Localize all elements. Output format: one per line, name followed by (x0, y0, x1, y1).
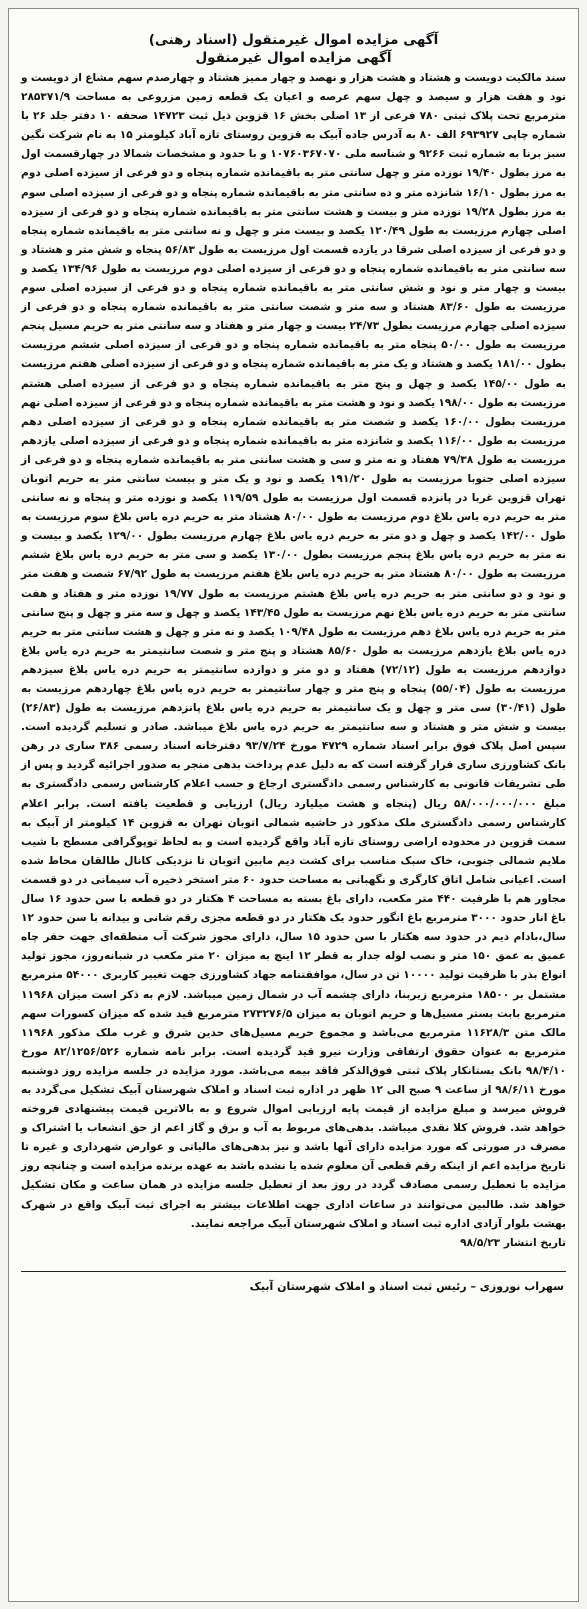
auction-notice (8, 8, 579, 1602)
divider (21, 1271, 566, 1272)
signature: سهراب نوروزی – رئیس ثبت اسناد و املاک شهرستان آبیک (249, 1279, 564, 1293)
publish-date: تاریخ انتشار ۹۸/۵/۲۳ (460, 1236, 566, 1249)
notice-title: آگهی مزایده اموال غیرمنقول (اسناد رهنی) (148, 32, 439, 48)
notice-subtitle: آگهی مزایده اموال غیرمنقول (195, 50, 392, 66)
notice-body: سند مالکیت دویست و هشتاد و هشت هزار و نهصد و چهار ممیز هشتاد و چهارصدم سهم مشاع از دویست و نود و هفت هزار و سیصد و چهل سهم عرصه و اعیان یک قطعه زمین مزروعی به مساحت ۲۸۵۳۷۱/۹ مترمربع تحت پلاک ثبتی ۷۸۰ فرعی از ۱۳ اصلی بخش ۱۶ قزوین ذیل ثبت ۱۴۷۲۳ صحفه ۱۰ دفتر جلد ۲۶ با شماره چاپی ۶۹۳۹۲۷ الف ۸۰ به آدرس جاده آبیک به قزوین روستای تازه آباد کیلومتر ۱۵ به نام شرکت نگین سبز برنا به شماره ثبت ۹۲۶۶ و شناسه ملی ۱۰۷۶۰۳۶۷۰۷۰ و با حدود و مشخصات شمالا در چهارقسمت اول به مرز بطول ۱۹/۴۰ نوزده متر و چهل سانتی متر به باقیمانده شماره پنجاه و دو فرعی از سیزده اصلی دوم به مرز بطول ۱۶/۱۰ شانزده متر و ده سانتی متر به باقیمانده شماره پنجاه و دو فرعی از سیزده اصلی سوم به مرز بطول ۱۹/۲۸ نوزده متر و بیست و هشت سانتی متر به باقیمانده شماره پنجاه و دو فرعی از سیزده اصلی چهارم مرزیست به طول ۱۲۰/۴۹ یکصد و بیست متر و چهل و نه سانتی متر به باقیمانده شماره پنجاه و دو فرعی از سیزده اصلی شرقا در یازده قسمت اول مرزیست به طول ۵۶/۸۳ پنجاه و شش متر و هشتاد و سه سانتی متر به باقیمانده شماره پنجاه و دو فرعی از سیزده اصلی دوم مرزیست به طول ۱۳۴/۹۶ یکصد و بیست و چهار متر و نود و شش سانتی متر به باقیمانده شماره پنجاه و دو فرعی از سیزده اصلی سوم مرزیست به طول ۸۳/۶۰ هشتاد و سه متر و شصت سانتی متر به باقیمانده شماره پنجاه و دو فرعی از سیزده اصلی چهارم مرزیست بطول ۲۴/۷۳ بیست و چهار متر و هفتاد و سه سانتی متر به حریم مسیل پنجم مرزیست به طول ۵۰/۰۰ پنجاه متر به باقیمانده شماره پنجاه و دو فرعی از سیزده اصلی ششم مرزیست بطول ۱۸۱/۰۰ یکصد و هشتاد و یک متر به باقیمانده شماره پنجاه و دو فرعی از سیزده اصلی هفتم مرزیست به طول ۱۴۵/۰۰ یکصد و چهل و پنج متر به باقیمانده شماره پنجاه و دو فرعی از سیزده اصلی هشتم مرزیست به طول ۱۹۸/۰۰ یکصد و نود و هشت متر به باقیمانده شماره پنجاه و دو فرعی از سیزده اصلی نهم مرزیست بطول ۱۶۰/۰۰ یکصد و شصت متر به باقیمانده شماره پنجاه و دو فرعی از سیزده اصلی دهم مرزیست به طول ۱۱۶/۰۰ یکصد و شانزده متر به باقیمانده شماره پنجاه و دو فرعی از سیزده اصلی یازدهم مرزیست به طول ۷۹/۳۸ هفتاد و نه متر و سی و هشت سانتی متر به باقیمانده شماره پنجاه و دو فرعی از سیزده اصلی جنوبا مرزیست به طول ۱۹۱/۲۰ یکصد و نود و یک متر و بیست سانتی متر به حریم اتوبان تهران قزوین غربا در پانزده قسمت اول مرزیست به طول ۱۱۹/۵۹ یکصد و نوزده متر و پنجاه و نه سانتی متر به حریم دره یاس بلاغ دوم مرزیست به طول ۸۰/۰۰ هشتاد متر به حریم دره یاس بلاغ سوم مرزیست به طول ۱۴۲/۰۰ یکصد و چهل و دو متر به حریم دره یاس بلاغ چهارم مرزیست بطول ۱۲۹/۰۰ یکصد و بیست و نه متر به حریم دره یاس بلاغ پنجم مرزیست بطول ۱۳۰/۰۰ یکصد و سی متر به حریم دره یاس بلاغ ششم مرزیست به طول ۸۰/۰۰ هشتاد متر به حریم دره یاس بلاغ هفتم مرزیست به طول ۶۷/۹۲ شصت و هفت متر و نود و دو سانتی متر به حریم دره یاس بلاغ هشتم مرزیست به طول ۱۹/۷۷ نوزده متر و هفتاد و هفت سانتی متر به حریم دره یاس بلاغ نهم مرزیست به طول ۱۴۳/۴۵ یکصد و چهل و سه متر و چهل و پنج سانتی متر به حریم دره یاس بلاغ دهم مرزیست به طول ۱۰۹/۴۸ یکصد و نه متر و چهل و هشت سانتی متر به حریم دره یاس بلاغ یازدهم مرزیست به طول ۸۵/۶۰ هشتاد و پنج متر و شصت سانتیمتر به حریم دره یاس بلاغ دوازدهم مرزیست به طول (۷۲/۱۲) هفتاد و دو متر و دوازده سانتیمتر به حریم دره یاس بلاغ سیزدهم مرزیست به طول (۵۵/۰۴) پنجاه و پنج متر و چهار سانتیمتر به حریم دره یاس بلاغ چهاردهم مرزیست به طول (۳۰/۴۱) سی متر و چهل و یک سانتیمتر به حریم دره یاس بلاغ پانزدهم مرزیست به طول (۲۶/۸۳) بیست و شش متر و هشتاد و سه سانتیمتر به حریم دره یاس بلاغ میباشد. صادر و تسلیم گردیده است. سپس اصل پلاک فوق برابر اسناد شماره ۴۷۲۹ مورخ ۹۳/۷/۲۴ دفترخانه اسناد رسمی ۳۸۶ ساری در رهن بانک کشاورزی ساری قرار گرفته است که به دلیل عدم پرداخت بدهی منجر به صدور اجرائیه گردید و پس از طی تشریفات قانونی به کارشناس رسمی دادگستری ارجاع و حسب اعلام کارشناس رسمی دادگستری به مبلغ ۵۸/۰۰۰/۰۰۰/۰۰۰ ریال (پنجاه و هشت میلیارد ریال) ارزیابی و قطعیت یافته است. برابر اعلام کارشناس رسمی دادگستری ملک مذکور در حاشیه شمالی اتوبان تهران به قزوین ۱۴ کیلومتر از آبیک به سمت قزوین در محدوده اراضی روستای تازه آباد واقع گردیده است و به لحاظ توپوگرافی مسطح با شیب ملایم شمالی جنوبی، خاک سبک مناسب برای کشت دیم مابین اتوبان تا نزدیکی کانال طالقان محاط شده است. اعیانی شامل اتاق کارگری و نگهبانی به مساحت حدود ۶۰ متر استخر ذخیره آب سیمانی در دو قسمت مجاور هم با ظرفیت ۴۴۰ متر مکعب، دارای باغ بسته به مساحت ۴ هکتار در دو قطعه با سن حدود ۱۶ سال باغ انار حدود ۳۰۰۰ مترمربع باغ انگور حدود یک هکتار در دو قطعه مجزی رقم شانی و بیدانه با سن حدود ۱۲ سال،بادام دیم در حدود سه هکتار با سن حدود ۱۵ سال، دارای مجوز شرکت آب منطقه‌ای جهت حفر چاه عمیق به عمق ۱۵۰ متر و نصب لوله جدار به قطر ۱۲ اینچ به میزان ۲۰ متر مکعب در شبانه‌روز، مجوز تولید انواع بذر با ظرفیت تولید ۱۰۰۰۰ تن در سال، موافقتنامه جهاد کشاورزی جهت تغییر کاربری ۵۴۰۰۰ مترمربع مشتمل بر ۱۸۵۰۰ مترمربع زیربنا، دارای چشمه آب در شمال زمین میباشد. لازم به ذکر است میزان ۱۱۹۶۸ مترمربع بابت بستر مسیل‌ها و حریم اتوبان به میزان ۲۷۳۲۷۶/۵ مترمربع قید شده که میزان کسورات سهم مالک متن ۱۱۶۲۸/۳ مترمربع می‌باشد و مجموع حریم مسیل‌های حدین شرق و غرب ملک مذکور ۱۱۹۶۸ مترمربع به عنوان حقوق ارتفاقی وزارت نیرو قید گردیده است. برابر نامه شماره ۸۲/۱۲۵۶/۵۲۶ مورخ ۹۸/۴/۱۰ بانک بستانکار پلاک ثبتی فوق‌الذکر فاقد بیمه می‌باشد. مورد مزایده در جلسه مزایده روز دوشنبه مورخ ۹۸/۶/۱۱ از ساعت ۹ صبح الی ۱۲ ظهر در اداره ثبت اسناد و املاک شهرستان آبیک تشکیل می‌گردد به فروش میرسد و مبلغ مزایده از قیمت پایه ارزیابی اموال شروع و به بالاترین قیمت پیشنهادی فروخته خواهد شد. فروش کلا نقدی میباشد. بدهی‌های مربوط به آب و برق و گاز اعم از حق انشعاب یا اشتراک و مصرف در صورتی که مورد مزایده دارای آنها باشد و نیز بدهی‌های مالیاتی و عوارض شهرداری و غیره تا تاریخ مزایده اعم از اینکه رقم قطعی آن معلوم شده یا نشده باشد به عهده برنده مزایده است و چنانچه روز مزایده با تعطیل رسمی مصادف گردد در روز بعد از تعطیل جلسه مزایده در همان ساعت و مکان تشکیل خواهد شد. طالبین می‌توانند در ساعات اداری جهت اطلاعات بیشتر به اجرای ثبت آبیک واقع در شهرک بهشت بلوار آزادی اداره ثبت اسناد و املاک شهرستان آبیک مراجعه نمایند. (21, 72, 567, 1230)
